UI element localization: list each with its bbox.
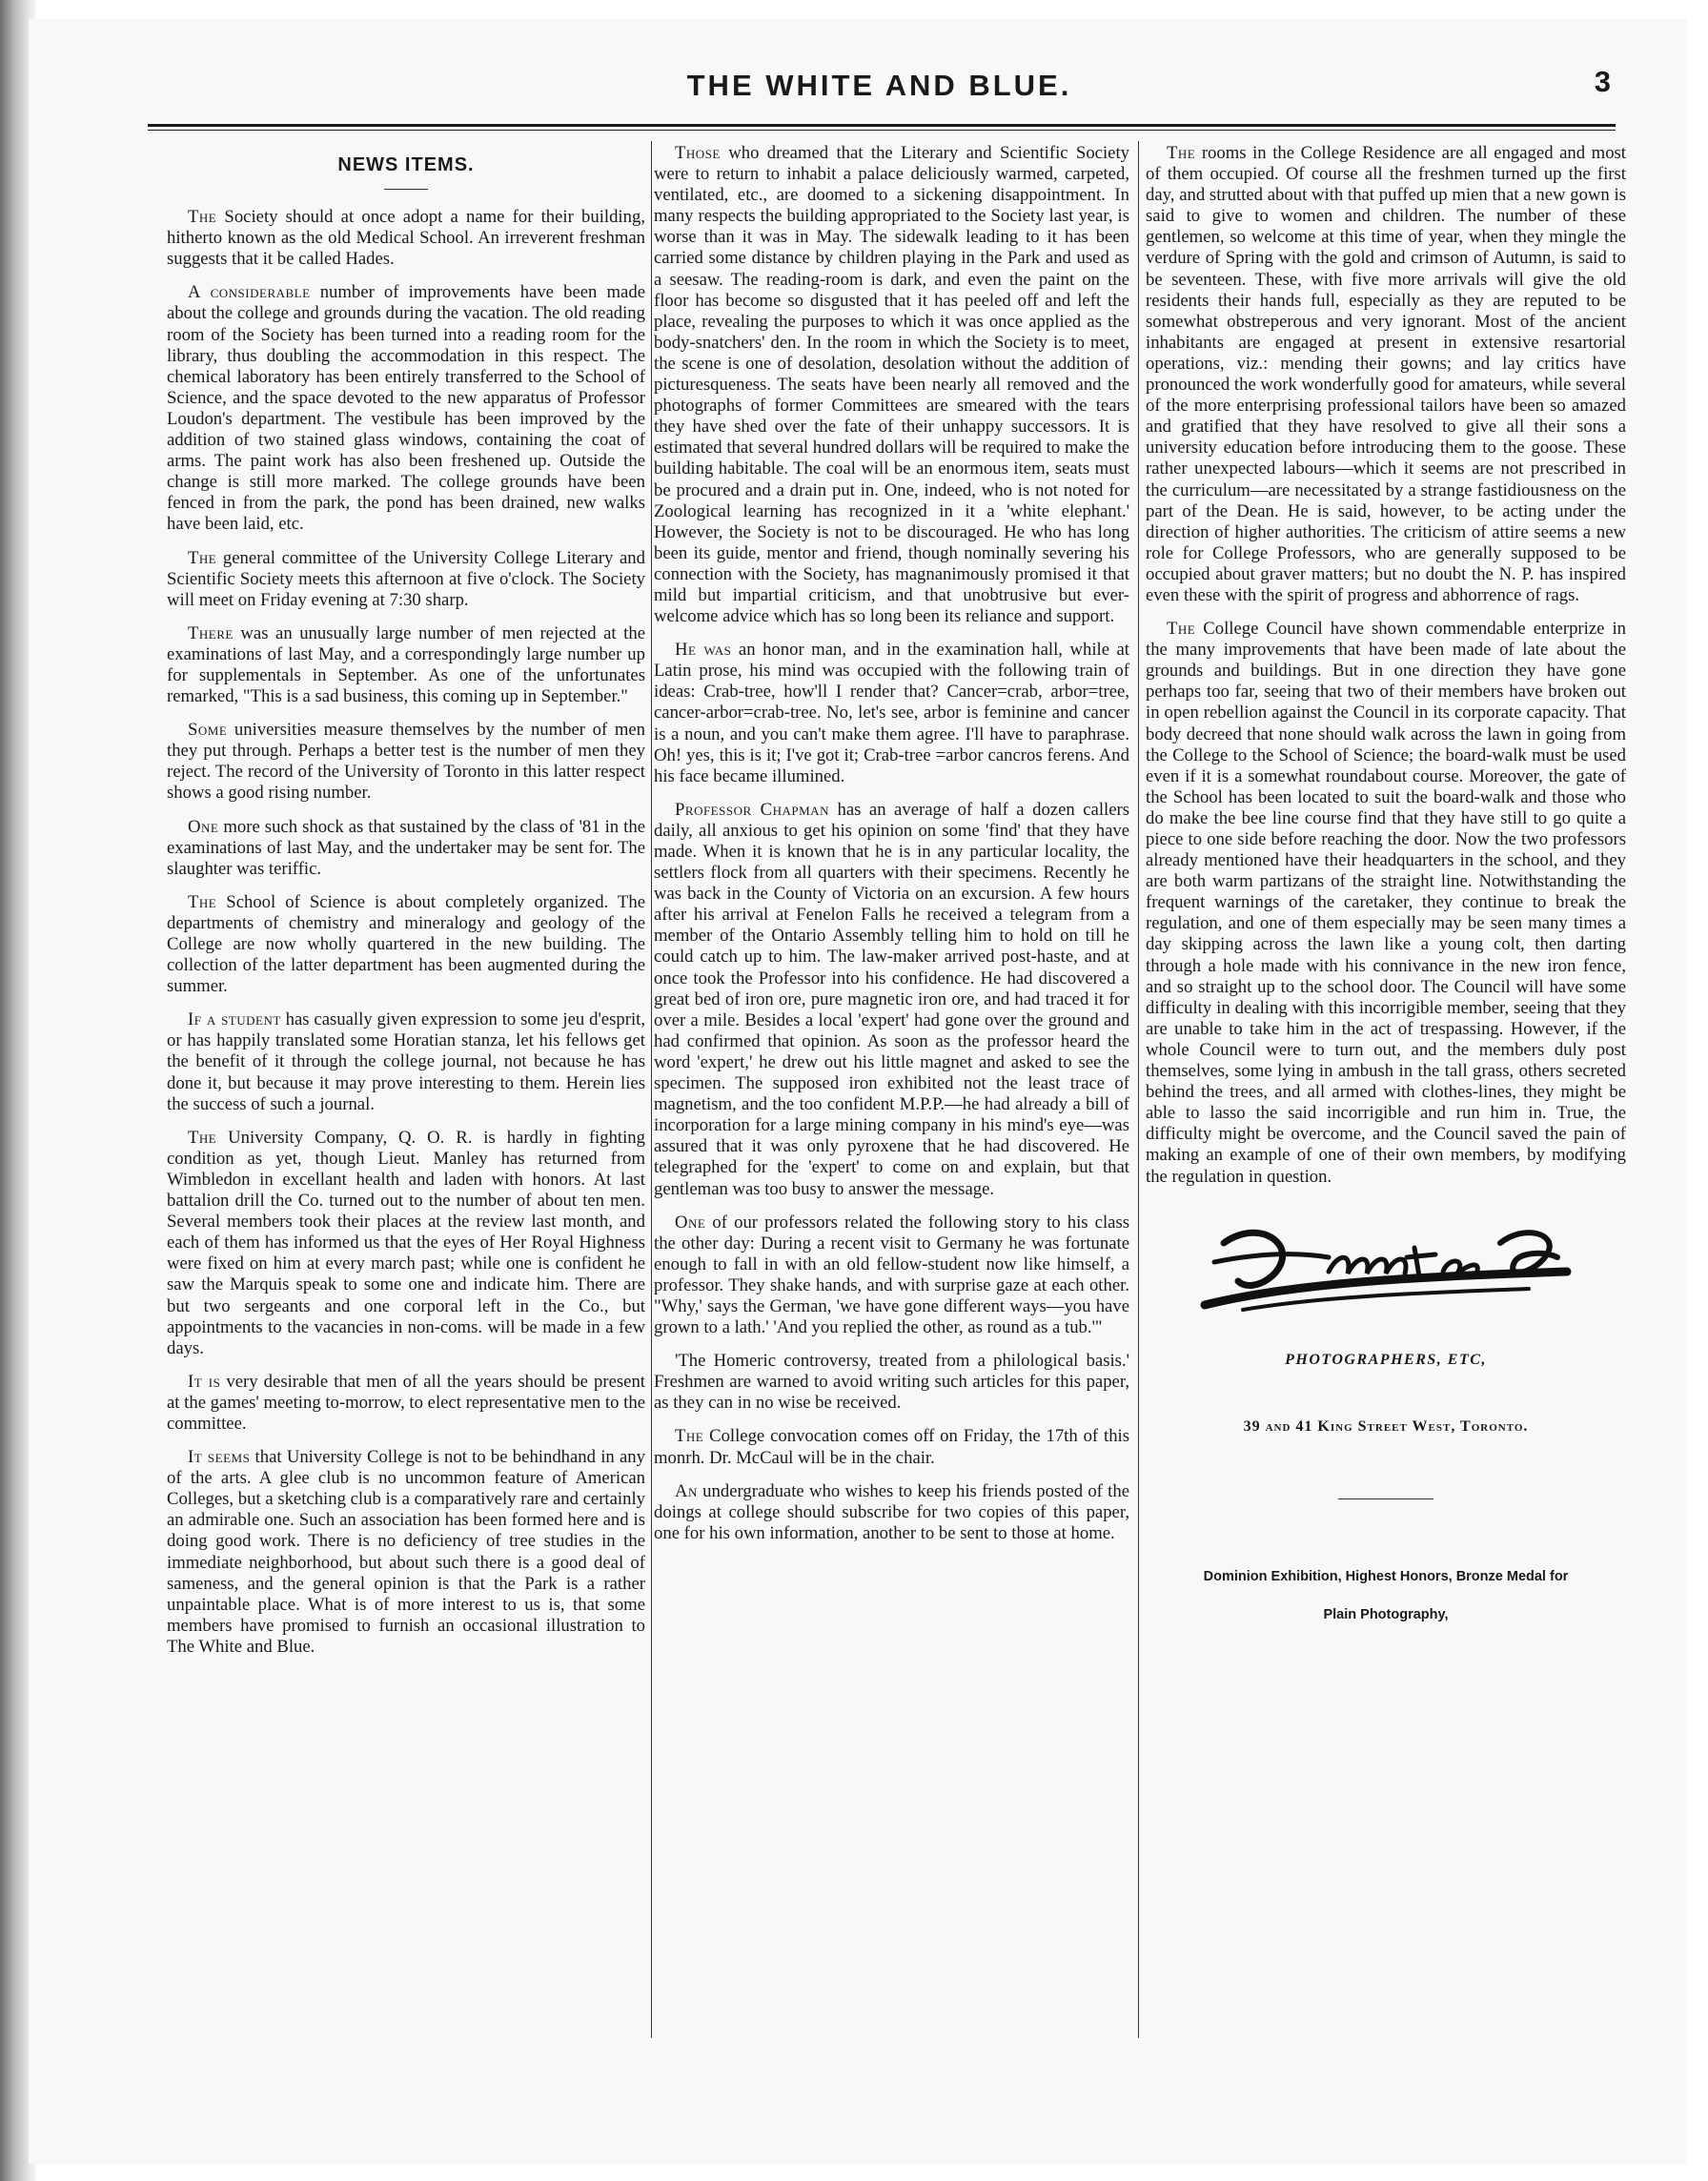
column-3-paragraphs bbox=[1146, 143, 1626, 1188]
column-2-paragraphs bbox=[654, 143, 1129, 1544]
paragraph-lead: The bbox=[188, 1127, 217, 1148]
paragraph-text: an honor man, and in the examination hall, while at Latin prose, his mind was occupied with the following train of ideas: Crab-tree, how'll I render that? Cancer=crab, arbor=tree, cancer-arbor=crab-tree. No, let's see, arbor is feminine and cancer is a noun, and you can't make them agree. I'll have to paraphrase. Oh! yes, this is it; I've got it; Crab-tree =arbor cancros ferens. And his face became illumined. bbox=[654, 640, 1130, 786]
ad-honors-line-1: Dominion Exhibition, Highest Honors, Bronze Medal for bbox=[1203, 1568, 1569, 1584]
paragraph-text: of our professors related the following story to his class the other day: During a recent visit to Germany he was fortunate enough to fall in with an old fellow-student now like himself, a professor. They shake hands, and with surprise gaze at each other. "Why,' says the German, 'we have gone different ways—you have grown to a lath.' 'And you replied the other, as round as a tub.'" bbox=[654, 1212, 1129, 1338]
news-paragraph bbox=[167, 207, 645, 270]
news-paragraph bbox=[654, 143, 1129, 627]
paragraph-text: College Council have shown commendable enterprize in the many improvements that have been made of late about the grounds and buildings. But in one direction they have gone perhaps too far, seeing that two of their members have broken out in open rebellion against the Council in its corporate capacity. That body decreed that none should walk across the lawn in going from the College to the School of Science; the board-walk must be used even if it is a somewhat roundabout course. Moreover, the gate of the School has been located to suit the board-walk and those who do make the bee line course find that they have still to go quite a piece to one side before reaching the door. Now the two professors already mentioned have their headquarters in the school, and they are both warm partizans of the straight line. Notwithstanding the frequent warnings of the caretaker, they continue to break the regulation, and one of them especially may be seen many times a day skipping across the lawn like a young colt, then darting through a hole made with his connivance in the new iron fence, and so straight up to the school door. The Council will have some difficulty in dealing with this incorrigible member, seeing that they are unable to take him in the act of trespassing. However, if the whole Council were to turn out, and the members duly post themselves, some lying in ambush in the tall grass, others secreted behind the trees, and all armed with clothes-lines, they might be able to lasso the said incorrigible and run him in. True, the difficulty might be overcome, and the Council saved the pain of making an example of one of their own members, by modifying the regulation in question. bbox=[1146, 619, 1626, 1187]
paragraph-text: undergraduate who wishes to keep his friends posted of the doings at college should subscribe for two copies of this paper, one for his own information, another to be sent to those at home. bbox=[654, 1480, 1129, 1543]
paragraph-lead: The bbox=[675, 1426, 704, 1447]
paragraph-text: general committee of the University College Literary and Scientific Society meets this afternoon at five o'clock. The Society will meet on Friday evening at 7:30 sharp. bbox=[167, 547, 645, 610]
ad-address: 39 and 41 King Street West, Toronto. bbox=[1243, 1417, 1529, 1435]
news-paragraph bbox=[654, 1351, 1129, 1414]
paragraph-lead: A considerable bbox=[188, 282, 311, 303]
paragraph-lead: It is bbox=[188, 1371, 221, 1392]
paragraph-text: that University College is not to be behindhand in any of the arts. A glee club is no uncommon feature of American Colleges, but a sketching club is a comparatively rare and certainly an admirable one. Such an association has been formed here and is doing good work. There is no deficiency of tree studies in the immediate neighborhood, but about such there is a good deal of sameness, and the general opinion is that the Park is a rather unpaintable place. What is of more interest to us is, that some members have promised to furnish an occasional illustration to The White and Blue. bbox=[167, 1447, 645, 1657]
paragraph-text: rooms in the College Residence are all engaged and most of them occupied. Of course all the freshmen turned up the first day, and strutted about with that puffed up mien that a new gown is said to give to women and children. The number of these gentlemen, so welcome at this time of year, when they mingle the verdure of Spring with the gold and crimson of Autumn, is said to be seventeen. These, with five more arrivals will give the old residents their hands full, especially as they are reputed to be somewhat obstreperous and very ignorant. Most of the ancient inhabitants are engaged at present in extensive resartorial operations, viz.: mending their gowns; and lay critics have pronounced the work wonderfully good for amateurs, while several of the more enterprising professional tailors have been so amazed and gratified that they have resolved to give all their sons a university education before introducing them to the goose. These rather unexpected labours—which it seems are not prescribed in the curriculum—are necessitated by a strange fastidiousness on the part of the Dean. He is said, however, to be acting under the direction of higher authorities. The criticism of attire seems a new role for College Professors, who are generally supposed to be occupied about graver matters; but no doubt the N. P. has inspired even these with the spirit of progress and abhorrence of rags. bbox=[1146, 143, 1626, 605]
paragraph-lead: The bbox=[1167, 143, 1196, 163]
column-1-paragraphs bbox=[167, 207, 645, 1658]
paragraph-text: very desirable that men of all the years should be present at the games' meeting to-morrow, to elect representative men to the committee. bbox=[167, 1371, 645, 1434]
paragraph-lead: The bbox=[1167, 619, 1196, 640]
news-paragraph bbox=[1146, 143, 1626, 606]
ad-rule bbox=[1338, 1498, 1434, 1499]
page-header bbox=[148, 65, 1611, 112]
paragraph-lead: The bbox=[188, 547, 217, 568]
paragraph-text: School of Science is about completely organized. The departments of chemistry and mineralogy and geology of the College are now wholly quartered in the new building. The collection of the latter department has been augmented during the summer. bbox=[167, 891, 645, 997]
news-paragraph bbox=[167, 892, 645, 997]
paragraph-text: has casually given expression to some jeu d'esprit, or has happily translated some Horatian stanza, let his fellows get the benefit of it through the college journal, not because he has done it, but because it may prove interesting to them. Herein lies the success of such a journal. bbox=[167, 1009, 646, 1114]
photographer-advertisement bbox=[1146, 1205, 1626, 1625]
news-paragraph bbox=[167, 548, 645, 611]
paragraph-text: more such shock as that sustained by the class of '81 in the examinations of last May, and the undertaker may be sent for. The slaughter was teriffic. bbox=[167, 816, 645, 879]
paragraph-text: University Company, Q. O. R. is hardly in fighting condition as yet, though Lieut. Manley has returned from Wimbledon in excellant health and laden with honors. At last battalion drill the Co. turned out to the number of about ten men. Several members took their places at the review last month, and each of them has informed us that the eyes of Her Royal Highness were fixed on him at every march past; while one is confident he saw the Marquis speak to some one and indicate him. There are but two sergeants and one corporal left in the Co., but appointments to the vacancies in non-coms. will be made in a few days. bbox=[167, 1127, 645, 1358]
ad-caption: PHOTOGRAPHERS, ETC, bbox=[1285, 1351, 1487, 1368]
paragraph-lead: The bbox=[188, 891, 217, 912]
signature-logo bbox=[1186, 1205, 1586, 1338]
paragraph-text: was an unusually large number of men rejected at the examinations of last May, and a correspondingly large number up for supplementals in September. As one of the unfortunates remarked, "This is a sad business, this coming up in September." bbox=[167, 622, 645, 707]
newspaper-title: THE WHITE AND BLUE. bbox=[686, 69, 1072, 102]
header-rule bbox=[148, 124, 1616, 131]
paragraph-lead: There bbox=[188, 622, 234, 643]
paragraph-text: universities measure themselves by the number of men they put through. Perhaps a better test is the number of men they reject. The record of the University of Toronto in this latter respect shows a good rising number. bbox=[167, 720, 645, 804]
news-paragraph bbox=[167, 1128, 645, 1359]
news-paragraph bbox=[1146, 619, 1626, 1188]
news-paragraph bbox=[654, 1213, 1129, 1339]
paragraph-text: College convocation comes off on Friday, the 17th of this monrh. Dr. McCaul will be in the chair. bbox=[654, 1426, 1129, 1468]
paragraph-lead: It seems bbox=[188, 1447, 251, 1468]
news-paragraph bbox=[654, 1426, 1129, 1468]
section-title: NEWS ITEMS. bbox=[337, 154, 475, 175]
news-paragraph bbox=[167, 1447, 645, 1658]
column-divider bbox=[651, 141, 652, 2038]
news-paragraph bbox=[167, 1009, 645, 1114]
paragraph-lead: Some bbox=[188, 720, 228, 741]
news-paragraph bbox=[654, 800, 1129, 1200]
paragraph-lead: Those bbox=[675, 143, 721, 163]
paragraph-lead: An bbox=[675, 1480, 698, 1501]
paragraph-lead: If a student bbox=[188, 1009, 281, 1030]
paragraph-text: who dreamed that the Literary and Scientific Society were to return to inhabit a palace deliciously warmed, carpeted, ventilated, etc., are doomed to a sickening disappointment. In many respects the building appropriated to the Society last year, is worse than it was in May. The sidewalk leading to it has been carried some distance by children playing in the Park and used as a seesaw. The reading-room is dark, and even the paint on the floor has become so disgusted that it has peeled off and left the place, revealing the purposes to which it was once applied as the body-snatchers' den. In the room in which the Society is to meet, the scene is one of desolation, desolation without the addition of picturesqueness. The seats have been nearly all removed and the photographs of former Committees are smeared with the tears they have shed over the fate of their unhappy successors. It is estimated that several hundred dollars will be required to make the building habitable. The coal will be an enormous item, seats must be procured and a drain put in. One, indeed, who is not noted for Zoological learning has recognized in it a 'white elephant.' However, the Society is not to be discouraged. He who has long been its guide, mentor and friend, though nominally severing his connection with the Society, has magnanimously promised it that mild but impartial criticism, and that unobtrusive but ever-welcome advice which has so long been its reliance and support. bbox=[654, 143, 1129, 627]
paragraph-text: 'The Homeric controversy, treated from a philological basis.' Freshmen are warned to avoid writing such articles for this paper, as they can in no wise be received. bbox=[654, 1351, 1129, 1414]
title-rule bbox=[384, 189, 428, 190]
paragraph-text: has an average of half a dozen callers daily, all anxious to get his opinion on some 'find' that they have made. When it is known that he is in any particular locality, the settlers flock from all quarters with their specimens. Recently he was back in the County of Victoria on an excursion. A few hours after his arrival at Fenelon Falls he received a telegram from a member of the Ontario Assembly telling him to hold on till he could catch up to him. The law-maker arrived post-haste, and at once took the Professor into his confidence. He had discovered a great bed of iron ore, pure magnetic iron ore, and had traced it for over a mile. Besides a local 'expert' had gone over the ground and had confirmed that opinion. As soon as the professor heard the word 'expert,' he drew out his little magnet and asked to see the specimen. The supposed iron exhibited not the least trace of magnetism, and the too confident M.P.P.—he had already a bill of incorporation for a large mining company in his mind's eye—was assured that it was only pyroxene that he had discovered. He telegraphed for the 'expert' to come on and explain, but that gentleman was too busy to answer the message. bbox=[654, 799, 1130, 1199]
column-divider bbox=[1138, 141, 1139, 2038]
column-2 bbox=[654, 143, 1129, 1557]
paragraph-lead: One bbox=[675, 1212, 706, 1233]
news-paragraph bbox=[167, 720, 645, 804]
news-paragraph bbox=[654, 640, 1129, 787]
paragraph-lead: The bbox=[188, 207, 217, 228]
paragraph-lead: One bbox=[188, 816, 219, 837]
paragraph-lead: Professor Chapman bbox=[675, 799, 829, 820]
news-paragraph bbox=[167, 282, 645, 535]
column-1 bbox=[167, 143, 645, 1670]
page-number: 3 bbox=[1594, 65, 1611, 98]
news-paragraph bbox=[167, 623, 645, 707]
news-paragraph bbox=[654, 1481, 1129, 1544]
paragraph-text: number of improvements have been made about the college and grounds during the vacation. The old reading room of the Society has been turned into a reading room for the library, thus doubling the accommodation in this respect. The chemical laboratory has been entirely transferred to the School of Science, and the space devoted to the new apparatus of Professor Loudon's department. The vestibule has been improved by the addition of two stained glass windows, containing the coat of arms. The paint work has also been freshened up. Outside the change is still more marked. The college grounds have been fenced in from the park, the pond has been drained, new walks have been laid, etc. bbox=[167, 282, 645, 535]
column-3 bbox=[1146, 143, 1626, 1625]
paragraph-text: Society should at once adopt a name for their building, hitherto known as the old Medical School. An irreverent freshman suggests that it be called Hades. bbox=[167, 207, 645, 270]
news-paragraph bbox=[167, 1372, 645, 1435]
paragraph-lead: He was bbox=[675, 640, 732, 661]
ad-honors-line-2: Plain Photography, bbox=[1323, 1606, 1449, 1622]
news-paragraph bbox=[167, 817, 645, 880]
